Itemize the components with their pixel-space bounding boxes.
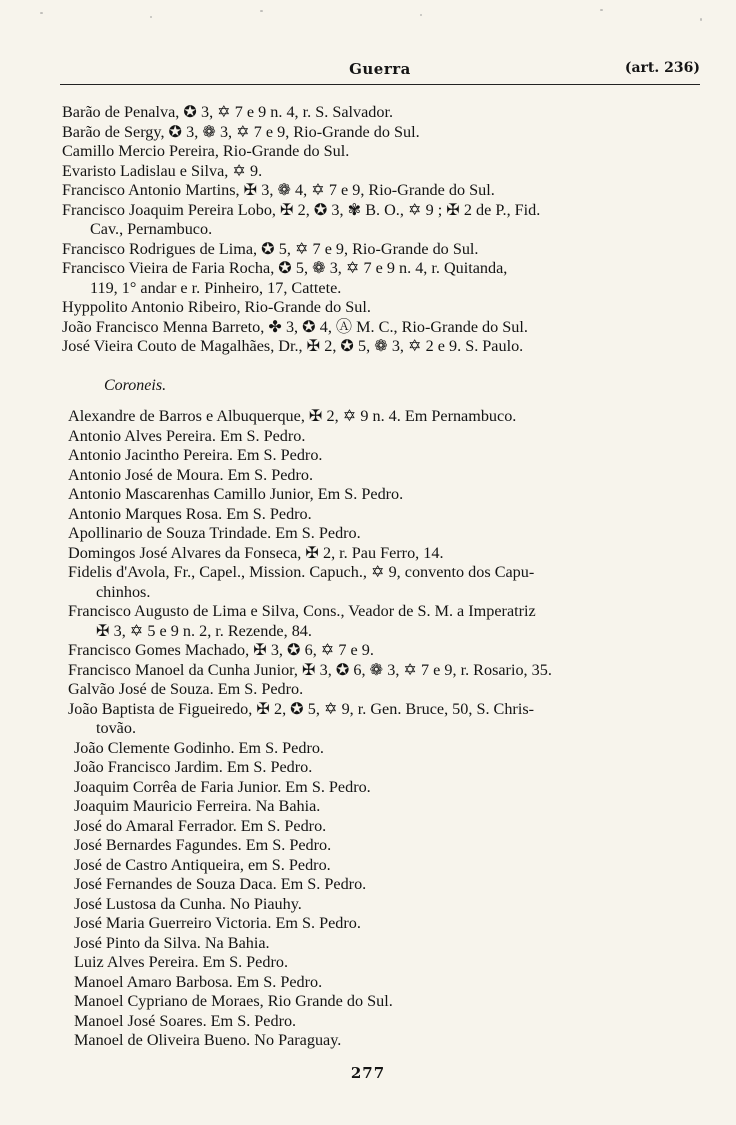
- entry-line: Hyppolito Antonio Ribeiro, Rio-Grande do Sul.: [62, 298, 371, 316]
- entry-line: Francisco Rodrigues de Lima, ✪ 5, ✡ 7 e 9, Rio-Grande do Sul.: [62, 239, 479, 258]
- entry-line: Francisco Augusto de Lima e Silva, Cons., Veador de S. M. a Imperatriz: [68, 602, 536, 620]
- print-speck: [40, 12, 43, 14]
- print-speck: [600, 9, 603, 11]
- entry-line: José Bernardes Fagundes. Em S. Pedro.: [74, 836, 332, 854]
- entry-line: Joaquim Mauricio Ferreira. Na Bahia.: [74, 797, 321, 815]
- entry-line: João Clemente Godinho. Em S. Pedro.: [74, 738, 324, 757]
- entry-continuation: 119, 1° andar e r. Pinheiro, 17, Cattete.: [90, 278, 342, 297]
- print-speck: [150, 16, 152, 18]
- entry-line: Manoel José Soares. Em S. Pedro.: [74, 1011, 297, 1030]
- entry-list-officers: [62, 103, 702, 357]
- entry-line: Antonio Alves Pereira. Em S. Pedro.: [68, 426, 306, 445]
- entry-continuation: Cav., Pernambuco.: [90, 220, 213, 238]
- entry-line: José Vieira Couto de Magalhães, Dr., ✠ 2, ✪ 5, ❁ 3, ✡ 2 e 9. S. Paulo.: [62, 337, 524, 355]
- entry-line: João Baptista de Figueiredo, ✠ 2, ✪ 5, ✡ 9, r. Gen. Bruce, 50, S. Chris-: [68, 699, 535, 718]
- entry-line: João Francisco Menna Barreto, ✤ 3, ✪ 4, Ⓐ M. C., Rio-Grande do Sul.: [62, 317, 528, 336]
- entry-line: Manoel de Oliveira Bueno. No Paraguay.: [74, 1031, 342, 1049]
- entry-line: Francisco Gomes Machado, ✠ 3, ✪ 6, ✡ 7 e 9.: [68, 641, 374, 659]
- entry-line: Francisco Vieira de Faria Rocha, ✪ 5, ❁ 3, ✡ 7 e 9 n. 4, r. Quitanda,: [62, 259, 508, 277]
- entry-line: Alexandre de Barros e Albuquerque, ✠ 2, ✡ 9 n. 4. Em Pernambuco.: [68, 407, 517, 425]
- entry-line: José de Castro Antiqueira, em S. Pedro.: [74, 855, 331, 874]
- entry-line: José Fernandes de Souza Daca. Em S. Pedro.: [74, 875, 367, 893]
- running-header: [60, 58, 700, 85]
- entry-line: Domingos José Alvares da Fonseca, ✠ 2, r. Pau Ferro, 14.: [68, 543, 444, 562]
- entry-line: Barão de Penalva, ✪ 3, ✡ 7 e 9 n. 4, r. S. Salvador.: [62, 103, 394, 121]
- entry-line: Francisco Joaquim Pereira Lobo, ✠ 2, ✪ 3, ✾ B. O., ✡ 9 ; ✠ 2 de P., Fid.: [62, 200, 541, 219]
- entry-continuation: ✠ 3, ✡ 5 e 9 n. 2, r. Rezende, 84.: [96, 621, 312, 640]
- print-speck: [420, 14, 422, 16]
- entry-list-colonels: [68, 407, 702, 739]
- entry-line: José do Amaral Ferrador. Em S. Pedro.: [74, 816, 327, 835]
- print-speck: [700, 18, 702, 21]
- entry-line: Francisco Manoel da Cunha Junior, ✠ 3, ✪ 6, ❁ 3, ✡ 7 e 9, r. Rosario, 35.: [68, 660, 552, 679]
- entry-line: Evaristo Ladislau e Silva, ✡ 9.: [62, 161, 263, 180]
- entry-continuation: chinhos.: [96, 582, 151, 601]
- entry-line: Antonio José de Moura. Em S. Pedro.: [68, 465, 314, 484]
- entry-line: José Maria Guerreiro Victoria. Em S. Pedro.: [74, 914, 361, 932]
- entry-line: Galvão José de Souza. Em S. Pedro.: [68, 680, 304, 698]
- entry-line: Antonio Mascarenhas Camillo Junior, Em S. Pedro.: [68, 485, 404, 503]
- entry-line: Francisco Antonio Martins, ✠ 3, ❁ 4, ✡ 7 e 9, Rio-Grande do Sul.: [62, 181, 495, 199]
- page-number: 277: [350, 1064, 386, 1082]
- entry-line: Fidelis d'Avola, Fr., Capel., Mission. Capuch., ✡ 9, convento dos Capu-: [68, 563, 535, 581]
- entry-line: Luiz Alves Pereira. Em S. Pedro.: [74, 953, 288, 971]
- entry-line: Camillo Mercio Pereira, Rio-Grande do Sul.: [62, 142, 350, 160]
- entry-line: José Pinto da Silva. Na Bahia.: [74, 933, 270, 952]
- entry-line: Antonio Marques Rosa. Em S. Pedro.: [68, 504, 312, 523]
- entry-line: Joaquim Corrêa de Faria Junior. Em S. Pedro.: [74, 777, 371, 796]
- entry-continuation: tovão.: [96, 719, 137, 737]
- text-body: [62, 103, 702, 1051]
- print-speck: [260, 10, 263, 12]
- entry-line: José Lustosa da Cunha. No Piauhy.: [74, 894, 302, 913]
- entry-list-colonels-continued: [74, 739, 702, 1051]
- entry-line: Antonio Jacintho Pereira. Em S. Pedro.: [68, 446, 323, 464]
- entry-line: Manoel Cypriano de Moraes, Rio Grande do Sul.: [74, 992, 393, 1010]
- entry-line: Manoel Amaro Barbosa. Em S. Pedro.: [74, 972, 323, 991]
- section-heading: Coroneis.: [104, 376, 167, 394]
- entry-line: João Francisco Jardim. Em S. Pedro.: [74, 758, 313, 776]
- header-article-ref: (art. 236): [624, 60, 700, 76]
- header-title: Guerra: [349, 60, 411, 78]
- entry-line: Barão de Sergy, ✪ 3, ❁ 3, ✡ 7 e 9, Rio-Grande do Sul.: [62, 122, 420, 141]
- section-spacer: [62, 395, 702, 407]
- entry-line: Apollinario de Souza Trindade. Em S. Pedro.: [68, 524, 361, 542]
- section-spacer: [62, 357, 702, 376]
